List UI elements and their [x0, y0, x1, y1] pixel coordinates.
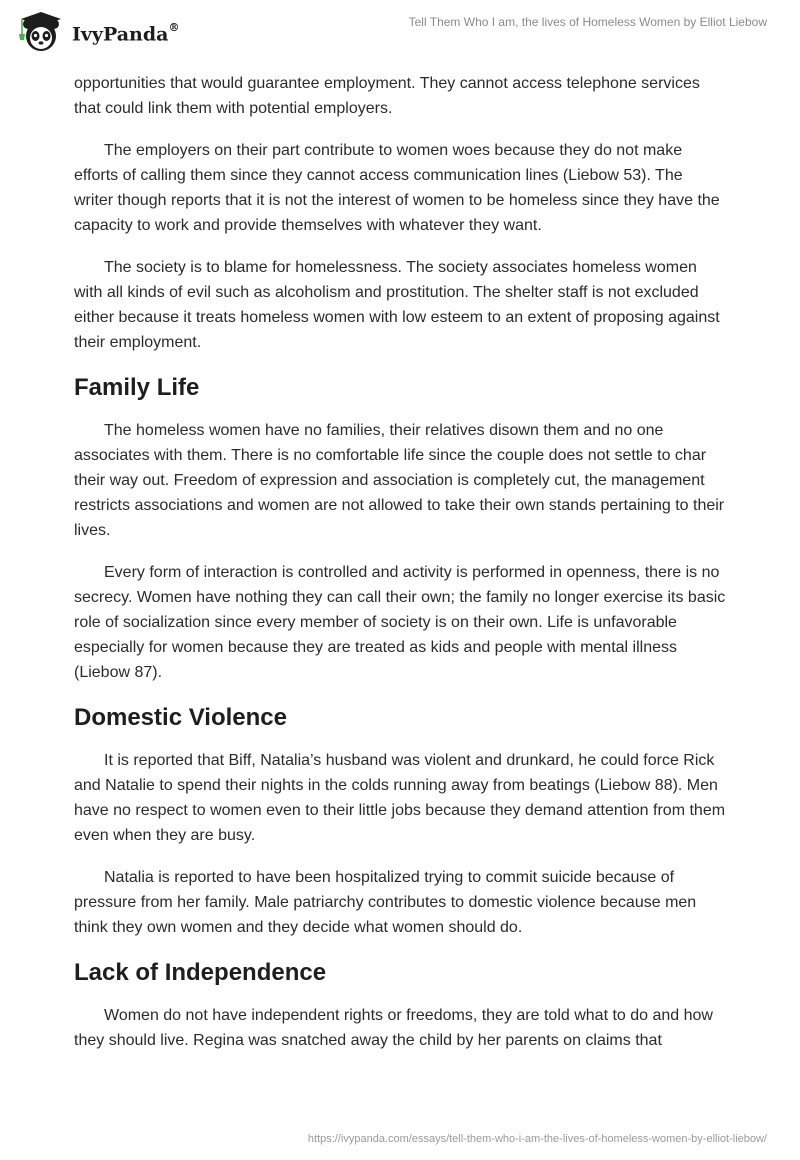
- paragraph: It is reported that Biff, Natalia’s husband was violent and drunkard, he could force Rick and Natalie to spend their nights in the colds running away from beatings (Liebow 88). Men have no respect to women even to their little jobs because they demand attention from them even when they are busy.: [74, 752, 726, 844]
- panda-graduate-icon: [16, 8, 66, 58]
- brand-name: IvyPanda®: [72, 20, 180, 46]
- section-heading-family-life: Family Life: [74, 374, 200, 401]
- essay-body: [74, 71, 726, 1070]
- registered-mark: ®: [168, 20, 180, 34]
- ivypanda-logo[interactable]: [16, 8, 179, 58]
- paragraph: The society is to blame for homelessness. The society associates homeless women with all kinds of evil such as alcoholism and prostitution. The shelter staff is not excluded either because it treats homeless women with low esteem to an extent of proposing against their employment.: [74, 259, 720, 351]
- paragraph: The homeless women have no families, their relatives disown them and no one associates with them. There is no comfortable life since the couple does not settle to char their way out. Freedom of expression and association is completely cut, the management restricts associations and women are not allowed to take their own stands pertaining to their lives.: [74, 422, 725, 539]
- document-title: Tell Them Who I am, the lives of Homeless Women by Elliot Liebow: [408, 15, 767, 29]
- paragraph: opportunities that would guarantee employment. They cannot access telephone services that could link them with potential employers.: [74, 75, 700, 117]
- paragraph: Natalia is reported to have been hospitalized trying to commit suicide because of pressure from her family. Male patriarchy contributes to domestic violence because men think they own women and they decide what women should do.: [74, 869, 697, 936]
- page-header: [0, 0, 800, 64]
- paragraph: Every form of interaction is controlled and activity is performed in openness, there is no secrecy. Women have nothing they can call their own; the family no longer exercise its basic role of socialization since every member of society is on their own. Life is unfavorable especially for women because they are treated as kids and people with mental illness (Liebow 87).: [74, 564, 726, 681]
- paragraph: The employers on their part contribute to women woes because they do not make efforts of calling them since they cannot access communication lines (Liebow 53). The writer though reports that it is not the interest of women to be homeless since they have the capacity to work and provide themselves with whatever they want.: [74, 142, 720, 234]
- section-heading-lack-of-independence: Lack of Independence: [74, 959, 327, 986]
- source-url[interactable]: https://ivypanda.com/essays/tell-them-who-i-am-the-lives-of-homeless-women-by-elliot-liebow/: [307, 1133, 767, 1145]
- section-heading-domestic-violence: Domestic Violence: [74, 704, 287, 731]
- paragraph: Women do not have independent rights or freedoms, they are told what to do and how they should live. Regina was snatched away the child by her parents on claims that: [74, 1007, 713, 1049]
